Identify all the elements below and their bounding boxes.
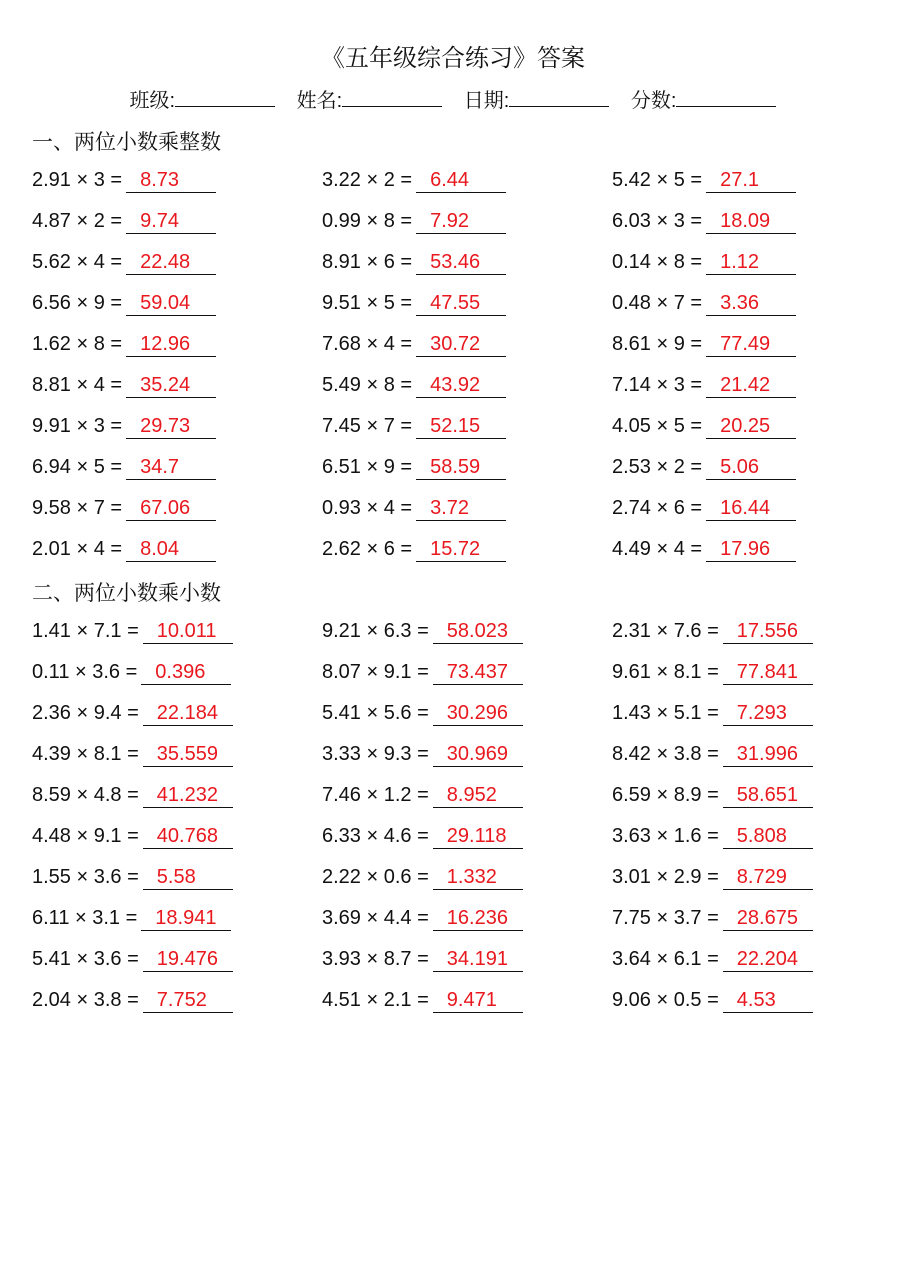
class-blank[interactable] [175, 88, 275, 107]
section1-heading: 一、两位小数乘整数 [32, 131, 221, 154]
problem-question: 2.74 × 6 = [612, 497, 703, 519]
problem-question: 5.49 × 8 = [322, 374, 413, 396]
section1-problems [32, 166, 892, 576]
problem-item [612, 617, 892, 658]
problem-question: 1.43 × 5.1 = [612, 702, 719, 724]
problem-answer[interactable]: 4.53 [723, 988, 813, 1013]
problem-item [32, 945, 322, 986]
problem-question: 6.94 × 5 = [32, 456, 123, 478]
problem-question: 2.91 × 3 = [32, 169, 123, 191]
problem-item [322, 371, 612, 412]
problem-answer[interactable]: 31.996 [723, 742, 813, 767]
problem-answer[interactable]: 34.191 [433, 947, 523, 972]
problem-item [32, 453, 322, 494]
problem-item [32, 658, 322, 699]
problem-question: 8.42 × 3.8 = [612, 743, 719, 765]
problem-question: 2.31 × 7.6 = [612, 620, 719, 642]
problem-answer[interactable]: 5.58 [143, 865, 233, 890]
problem-item [322, 699, 612, 740]
problem-item [612, 453, 892, 494]
problem-item [612, 863, 892, 904]
problem-question: 2.53 × 2 = [612, 456, 703, 478]
section2-heading: 二、两位小数乘小数 [32, 582, 221, 605]
problem-item [32, 289, 322, 330]
problem-question: 9.06 × 0.5 = [612, 989, 719, 1011]
problem-item [612, 986, 892, 1027]
problem-answer[interactable]: 8.729 [723, 865, 813, 890]
problem-item [322, 289, 612, 330]
problem-item [612, 822, 892, 863]
problem-question: 8.59 × 4.8 = [32, 784, 139, 806]
problem-answer[interactable]: 27.1 [706, 168, 796, 193]
problem-question: 1.62 × 8 = [32, 333, 123, 355]
problem-question: 4.87 × 2 = [32, 210, 123, 232]
problem-question: 9.51 × 5 = [322, 292, 413, 314]
problem-item [32, 863, 322, 904]
problem-answer[interactable]: 29.73 [126, 414, 216, 439]
problem-answer[interactable]: 1.12 [706, 250, 796, 275]
problem-question: 6.56 × 9 = [32, 292, 123, 314]
problem-question: 3.69 × 4.4 = [322, 907, 429, 929]
problem-question: 9.21 × 6.3 = [322, 620, 429, 642]
problem-question: 6.51 × 9 = [322, 456, 413, 478]
problem-question: 3.01 × 2.9 = [612, 866, 719, 888]
problem-answer[interactable]: 34.7 [126, 455, 216, 480]
problem-answer[interactable]: 19.476 [143, 947, 233, 972]
problem-question: 0.99 × 8 = [322, 210, 413, 232]
problem-item [322, 248, 612, 289]
problem-item [612, 207, 892, 248]
problem-item [322, 945, 612, 986]
problem-item [322, 494, 612, 535]
problem-answer[interactable]: 22.48 [126, 250, 216, 275]
problem-question: 9.58 × 7 = [32, 497, 123, 519]
problem-question: 9.91 × 3 = [32, 415, 123, 437]
problem-question: 8.61 × 9 = [612, 333, 703, 355]
problem-question: 1.55 × 3.6 = [32, 866, 139, 888]
problem-question: 6.33 × 4.6 = [322, 825, 429, 847]
problem-question: 3.64 × 6.1 = [612, 948, 719, 970]
problem-answer[interactable]: 18.941 [141, 906, 231, 931]
problem-answer[interactable]: 52.15 [416, 414, 506, 439]
problem-answer[interactable]: 59.04 [126, 291, 216, 316]
problem-question: 4.05 × 5 = [612, 415, 703, 437]
problem-item [32, 412, 322, 453]
problem-question: 5.62 × 4 = [32, 251, 123, 273]
problem-question: 4.49 × 4 = [612, 538, 703, 560]
problem-question: 2.01 × 4 = [32, 538, 123, 560]
problem-answer[interactable]: 7.293 [723, 701, 813, 726]
problem-item [32, 330, 322, 371]
section2-problems [32, 617, 892, 1027]
problem-item [32, 740, 322, 781]
problem-item [322, 986, 612, 1027]
problem-question: 0.14 × 8 = [612, 251, 703, 273]
problem-answer[interactable]: 8.04 [126, 537, 216, 562]
problem-answer[interactable]: 77.49 [706, 332, 796, 357]
problem-answer[interactable]: 22.184 [143, 701, 233, 726]
problem-item [32, 248, 322, 289]
problem-question: 7.14 × 3 = [612, 374, 703, 396]
problem-item [322, 781, 612, 822]
problem-answer[interactable]: 18.09 [706, 209, 796, 234]
problem-answer[interactable]: 7.752 [143, 988, 233, 1013]
name-label: 姓名: [296, 90, 343, 112]
problem-item [32, 494, 322, 535]
problem-item [612, 699, 892, 740]
problem-item [322, 617, 612, 658]
problem-answer[interactable]: 30.296 [433, 701, 523, 726]
problem-answer[interactable]: 0.396 [141, 660, 231, 685]
problem-answer[interactable]: 30.969 [433, 742, 523, 767]
problem-item [322, 412, 612, 453]
problem-question: 2.04 × 3.8 = [32, 989, 139, 1011]
problem-answer[interactable]: 47.55 [416, 291, 506, 316]
problem-question: 4.48 × 9.1 = [32, 825, 139, 847]
problem-question: 0.93 × 4 = [322, 497, 413, 519]
problem-item [612, 535, 892, 576]
problem-item [32, 822, 322, 863]
page-title: 《五年级综合练习》答案 [321, 45, 585, 72]
problem-item [612, 904, 892, 945]
problem-item [32, 617, 322, 658]
problem-answer[interactable]: 5.808 [723, 824, 813, 849]
problem-item [612, 781, 892, 822]
problem-question: 3.22 × 2 = [322, 169, 413, 191]
problem-item [322, 453, 612, 494]
problem-question: 7.68 × 4 = [322, 333, 413, 355]
problem-item [322, 904, 612, 945]
problem-item [612, 494, 892, 535]
problem-question: 8.07 × 9.1 = [322, 661, 429, 683]
name-blank[interactable] [342, 88, 442, 107]
problem-item [612, 166, 892, 207]
student-info-header [0, 84, 906, 113]
problem-question: 7.46 × 1.2 = [322, 784, 429, 806]
problem-question: 5.41 × 3.6 = [32, 948, 139, 970]
problem-answer[interactable]: 67.06 [126, 496, 216, 521]
problem-item [612, 740, 892, 781]
problem-question: 3.63 × 1.6 = [612, 825, 719, 847]
problem-item [612, 371, 892, 412]
problem-question: 2.22 × 0.6 = [322, 866, 429, 888]
problem-question: 7.45 × 7 = [322, 415, 413, 437]
problem-item [322, 166, 612, 207]
score-label: 分数: [630, 90, 677, 112]
problem-item [322, 863, 612, 904]
problem-answer[interactable]: 8.952 [433, 783, 523, 808]
class-label: 班级: [129, 90, 176, 112]
problem-item [32, 904, 322, 945]
problem-item [612, 289, 892, 330]
problem-answer[interactable]: 22.204 [723, 947, 813, 972]
problem-answer[interactable]: 9.74 [126, 209, 216, 234]
problem-question: 8.91 × 6 = [322, 251, 413, 273]
problem-question: 4.51 × 2.1 = [322, 989, 429, 1011]
problem-item [32, 166, 322, 207]
problem-question: 0.11 × 3.6 = [32, 661, 138, 683]
problem-answer[interactable]: 58.023 [433, 619, 523, 644]
problem-question: 7.75 × 3.7 = [612, 907, 719, 929]
problem-answer[interactable]: 20.25 [706, 414, 796, 439]
problem-item [32, 535, 322, 576]
problem-item [612, 945, 892, 986]
problem-answer[interactable]: 17.556 [723, 619, 813, 644]
problem-answer[interactable]: 58.59 [416, 455, 506, 480]
date-blank[interactable] [509, 88, 609, 107]
date-field[interactable] [464, 84, 610, 113]
problem-item [612, 412, 892, 453]
problem-answer[interactable]: 77.841 [723, 660, 813, 685]
problem-answer[interactable]: 43.92 [416, 373, 506, 398]
problem-answer[interactable]: 12.96 [126, 332, 216, 357]
problem-answer[interactable]: 21.42 [706, 373, 796, 398]
problem-item [322, 658, 612, 699]
problem-answer[interactable]: 41.232 [143, 783, 233, 808]
problem-question: 2.36 × 9.4 = [32, 702, 139, 724]
problem-item [32, 699, 322, 740]
problem-question: 3.93 × 8.7 = [322, 948, 429, 970]
problem-item [322, 740, 612, 781]
problem-answer[interactable]: 58.651 [723, 783, 813, 808]
problem-question: 0.48 × 7 = [612, 292, 703, 314]
problem-answer[interactable]: 35.559 [143, 742, 233, 767]
problem-answer[interactable]: 53.46 [416, 250, 506, 275]
problem-item [322, 330, 612, 371]
problem-item [322, 822, 612, 863]
problem-answer[interactable]: 40.768 [143, 824, 233, 849]
score-blank[interactable] [676, 88, 776, 107]
problem-item [612, 658, 892, 699]
problem-answer[interactable]: 5.06 [706, 455, 796, 480]
problem-question: 5.42 × 5 = [612, 169, 703, 191]
problem-item [32, 781, 322, 822]
problem-question: 3.33 × 9.3 = [322, 743, 429, 765]
problem-question: 1.41 × 7.1 = [32, 620, 139, 642]
problem-item [612, 248, 892, 289]
problem-question: 6.03 × 3 = [612, 210, 703, 232]
problem-item [32, 986, 322, 1027]
name-field[interactable] [297, 84, 443, 113]
problem-answer[interactable]: 9.471 [433, 988, 523, 1013]
problem-question: 4.39 × 8.1 = [32, 743, 139, 765]
problem-answer[interactable]: 29.118 [433, 824, 523, 849]
problem-answer[interactable]: 6.44 [416, 168, 506, 193]
problem-answer[interactable]: 10.011 [143, 619, 233, 644]
problem-answer[interactable]: 3.36 [706, 291, 796, 316]
problem-item [612, 330, 892, 371]
problem-question: 6.11 × 3.1 = [32, 907, 138, 929]
score-field[interactable] [631, 84, 777, 113]
problem-question: 6.59 × 8.9 = [612, 784, 719, 806]
problem-answer[interactable]: 73.437 [433, 660, 523, 685]
problem-item [32, 371, 322, 412]
class-field[interactable] [130, 84, 276, 113]
problem-question: 9.61 × 8.1 = [612, 661, 719, 683]
problem-answer[interactable]: 17.96 [706, 537, 796, 562]
problem-item [32, 207, 322, 248]
problem-answer[interactable]: 7.92 [416, 209, 506, 234]
problem-question: 2.62 × 6 = [322, 538, 413, 560]
problem-answer[interactable]: 8.73 [126, 168, 216, 193]
problem-answer[interactable]: 16.44 [706, 496, 796, 521]
problem-answer[interactable]: 16.236 [433, 906, 523, 931]
problem-item [322, 207, 612, 248]
problem-answer[interactable]: 30.72 [416, 332, 506, 357]
problem-question: 5.41 × 5.6 = [322, 702, 429, 724]
problem-answer[interactable]: 3.72 [416, 496, 506, 521]
problem-question: 8.81 × 4 = [32, 374, 123, 396]
problem-item [322, 535, 612, 576]
problem-answer[interactable]: 35.24 [126, 373, 216, 398]
date-label: 日期: [463, 90, 510, 112]
problem-answer[interactable]: 1.332 [433, 865, 523, 890]
problem-answer[interactable]: 28.675 [723, 906, 813, 931]
problem-answer[interactable]: 15.72 [416, 537, 506, 562]
